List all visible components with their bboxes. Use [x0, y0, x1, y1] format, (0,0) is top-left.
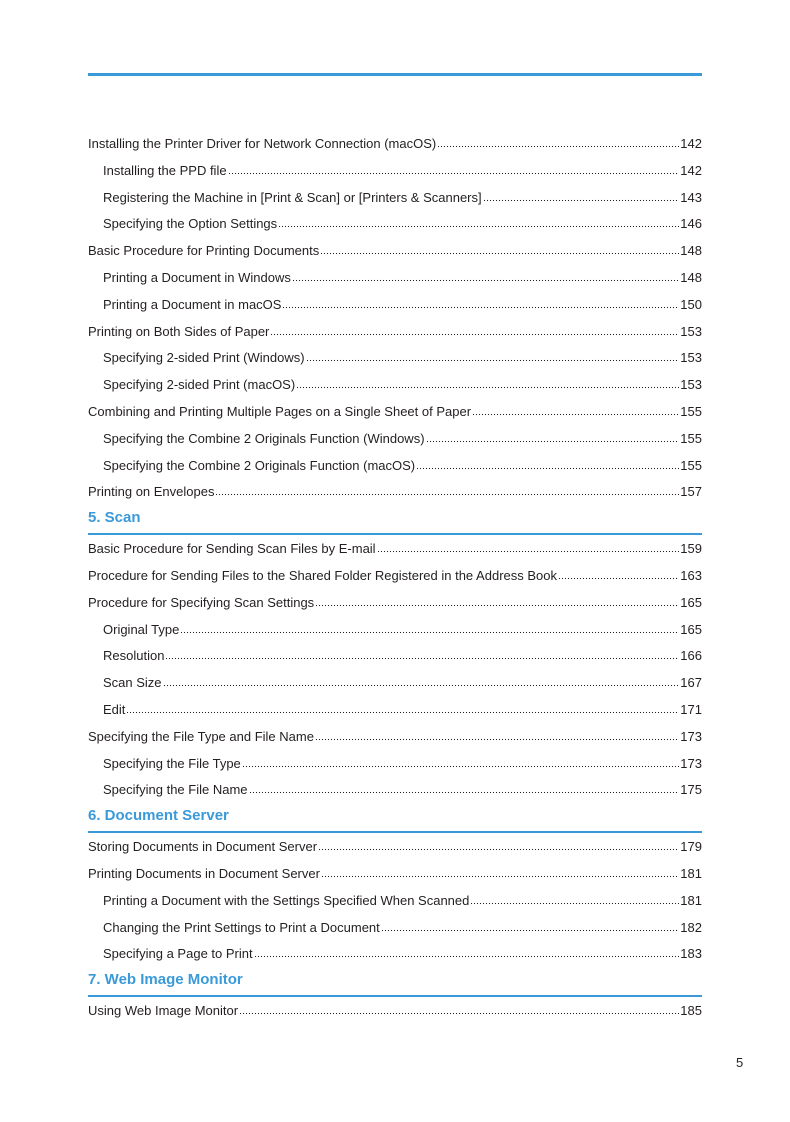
- dot-leader: [558, 567, 679, 581]
- entry-title: Changing the Print Settings to Print a Document: [103, 919, 380, 935]
- entry-title: Specifying the Combine 2 Originals Function (macOS): [103, 457, 416, 473]
- dot-leader: [315, 728, 679, 742]
- dot-leader: [242, 755, 680, 769]
- entry-page-number: 171: [680, 701, 702, 717]
- entry-title: Printing on Both Sides of Paper: [88, 323, 270, 339]
- entry-title: Installing the PPD file: [103, 162, 227, 178]
- dot-leader: [426, 430, 680, 444]
- toc-entry[interactable]: [88, 131, 702, 158]
- dot-leader: [254, 945, 680, 959]
- toc-entry[interactable]: [88, 998, 702, 1025]
- toc-subentry[interactable]: [88, 453, 702, 480]
- page-number: 5: [736, 1055, 744, 1070]
- entry-title: Specifying the Combine 2 Originals Function (Windows): [103, 430, 425, 446]
- entry-page-number: 142: [680, 162, 702, 178]
- entry-title: Using Web Image Monitor: [88, 1003, 239, 1019]
- dot-leader: [483, 189, 680, 203]
- toc-subentry[interactable]: [88, 292, 702, 319]
- entry-page-number: 148: [680, 269, 702, 285]
- entry-title: Combining and Printing Multiple Pages on a Single Sheet of Paper: [88, 403, 472, 419]
- entry-title: Specifying 2-sided Print (macOS): [103, 377, 296, 393]
- toc-subentry[interactable]: [88, 697, 702, 724]
- toc-subentry[interactable]: [88, 777, 702, 804]
- entry-title: Specifying 2-sided Print (Windows): [103, 350, 305, 366]
- toc-subentry[interactable]: [88, 670, 702, 697]
- toc-subentry[interactable]: [88, 345, 702, 372]
- toc-entry[interactable]: [88, 590, 702, 617]
- entry-page-number: 143: [680, 189, 702, 205]
- entry-page-number: 165: [680, 594, 702, 610]
- entry-title: Procedure for Sending Files to the Shared Folder Registered in the Address Book: [88, 567, 557, 583]
- entry-title: Printing a Document in macOS: [103, 296, 282, 312]
- toc-entry[interactable]: [88, 834, 702, 861]
- entry-page-number: 181: [680, 892, 702, 908]
- toc-entry[interactable]: [88, 724, 702, 751]
- entry-page-number: 159: [680, 541, 702, 557]
- dot-leader: [239, 1002, 679, 1016]
- dot-leader: [296, 376, 679, 390]
- dot-leader: [315, 594, 679, 608]
- entry-page-number: 173: [680, 728, 702, 744]
- entry-title: Specifying the File Name: [103, 782, 248, 798]
- entry-title: Scan Size: [103, 675, 162, 691]
- dot-leader: [282, 296, 679, 310]
- entry-title: Printing a Document in Windows: [103, 269, 291, 285]
- toc-entry[interactable]: [88, 536, 702, 563]
- dot-leader: [320, 242, 679, 256]
- chapter-heading[interactable]: [88, 804, 702, 833]
- toc-entry[interactable]: [88, 479, 702, 506]
- dot-leader: [228, 162, 680, 176]
- table-of-contents: [88, 131, 702, 1025]
- header-rule: [88, 73, 702, 76]
- entry-title: Storing Documents in Document Server: [88, 839, 318, 855]
- dot-leader: [377, 540, 680, 554]
- entry-title: Edit: [103, 701, 126, 717]
- entry-page-number: 155: [680, 457, 702, 473]
- chapter-heading[interactable]: [88, 968, 702, 997]
- toc-subentry[interactable]: [88, 941, 702, 968]
- toc-entry[interactable]: [88, 319, 702, 346]
- entry-title: Printing Documents in Document Server: [88, 865, 320, 881]
- toc-subentry[interactable]: [88, 426, 702, 453]
- dot-leader: [472, 403, 679, 417]
- entry-title: Basic Procedure for Sending Scan Files by E-mail: [88, 541, 376, 557]
- entry-page-number: 166: [680, 648, 702, 664]
- toc-entry[interactable]: [88, 399, 702, 426]
- entry-title: Printing a Document with the Settings Specified When Scanned: [103, 892, 470, 908]
- dot-leader: [416, 457, 679, 471]
- toc-entry[interactable]: [88, 238, 702, 265]
- entry-page-number: 142: [680, 136, 702, 151]
- entry-title: Resolution: [103, 648, 165, 664]
- entry-title: Specifying a Page to Print: [103, 946, 253, 962]
- toc-subentry[interactable]: [88, 158, 702, 185]
- chapter-title: 7. Web Image Monitor: [88, 971, 243, 989]
- entry-page-number: 165: [680, 621, 702, 637]
- entry-page-number: 153: [680, 350, 702, 366]
- toc-subentry[interactable]: [88, 211, 702, 238]
- entry-page-number: 182: [680, 919, 702, 935]
- entry-page-number: 150: [680, 296, 702, 312]
- entry-page-number: 183: [680, 946, 702, 962]
- dot-leader: [321, 865, 679, 879]
- dot-leader: [318, 838, 679, 852]
- dot-leader: [165, 647, 679, 661]
- entry-page-number: 185: [680, 1003, 702, 1019]
- toc-entry[interactable]: [88, 861, 702, 888]
- chapter-heading[interactable]: [88, 506, 702, 535]
- dot-leader: [126, 701, 679, 715]
- entry-page-number: 181: [680, 865, 702, 881]
- dot-leader: [249, 781, 680, 795]
- dot-leader: [215, 483, 679, 497]
- chapter-title: 6. Document Server: [88, 807, 229, 825]
- entry-page-number: 153: [680, 323, 702, 339]
- entry-page-number: 146: [680, 216, 702, 232]
- entry-title: Specifying the File Type: [103, 755, 241, 771]
- toc-subentry[interactable]: [88, 915, 702, 942]
- dot-leader: [381, 919, 680, 933]
- entry-title: Registering the Machine in [Print & Scan] or [Printers & Scanners]: [103, 189, 482, 205]
- toc-subentry[interactable]: [88, 751, 702, 778]
- toc-subentry[interactable]: [88, 265, 702, 292]
- entry-title: Specifying the File Type and File Name: [88, 728, 314, 744]
- entry-title: Installing the Printer Driver for Network Connection (macOS): [88, 136, 437, 151]
- entry-title: Original Type: [103, 621, 180, 637]
- entry-page-number: 157: [680, 484, 702, 500]
- dot-leader: [163, 674, 680, 688]
- toc-entry[interactable]: [88, 563, 702, 590]
- dot-leader: [292, 269, 679, 283]
- entry-page-number: 155: [680, 430, 702, 446]
- toc-subentry[interactable]: [88, 617, 702, 644]
- toc-subentry[interactable]: [88, 643, 702, 670]
- entry-title: Specifying the Option Settings: [103, 216, 278, 232]
- toc-subentry[interactable]: [88, 888, 702, 915]
- entry-page-number: 175: [680, 782, 702, 798]
- dot-leader: [278, 215, 679, 229]
- entry-title: Printing on Envelopes: [88, 484, 215, 500]
- entry-page-number: 163: [680, 567, 702, 583]
- dot-leader: [470, 892, 679, 906]
- dot-leader: [180, 621, 679, 635]
- entry-page-number: 148: [680, 243, 702, 259]
- entry-page-number: 167: [680, 675, 702, 691]
- entry-title: Basic Procedure for Printing Documents: [88, 243, 320, 259]
- entry-page-number: 153: [680, 377, 702, 393]
- toc-subentry[interactable]: [88, 372, 702, 399]
- dot-leader: [270, 323, 679, 337]
- dot-leader: [437, 135, 679, 149]
- entry-page-number: 155: [680, 403, 702, 419]
- entry-page-number: 173: [680, 755, 702, 771]
- entry-title: Procedure for Specifying Scan Settings: [88, 594, 315, 610]
- chapter-title: 5. Scan: [88, 509, 141, 527]
- toc-subentry[interactable]: [88, 185, 702, 212]
- entry-page-number: 179: [680, 839, 702, 855]
- dot-leader: [306, 349, 680, 363]
